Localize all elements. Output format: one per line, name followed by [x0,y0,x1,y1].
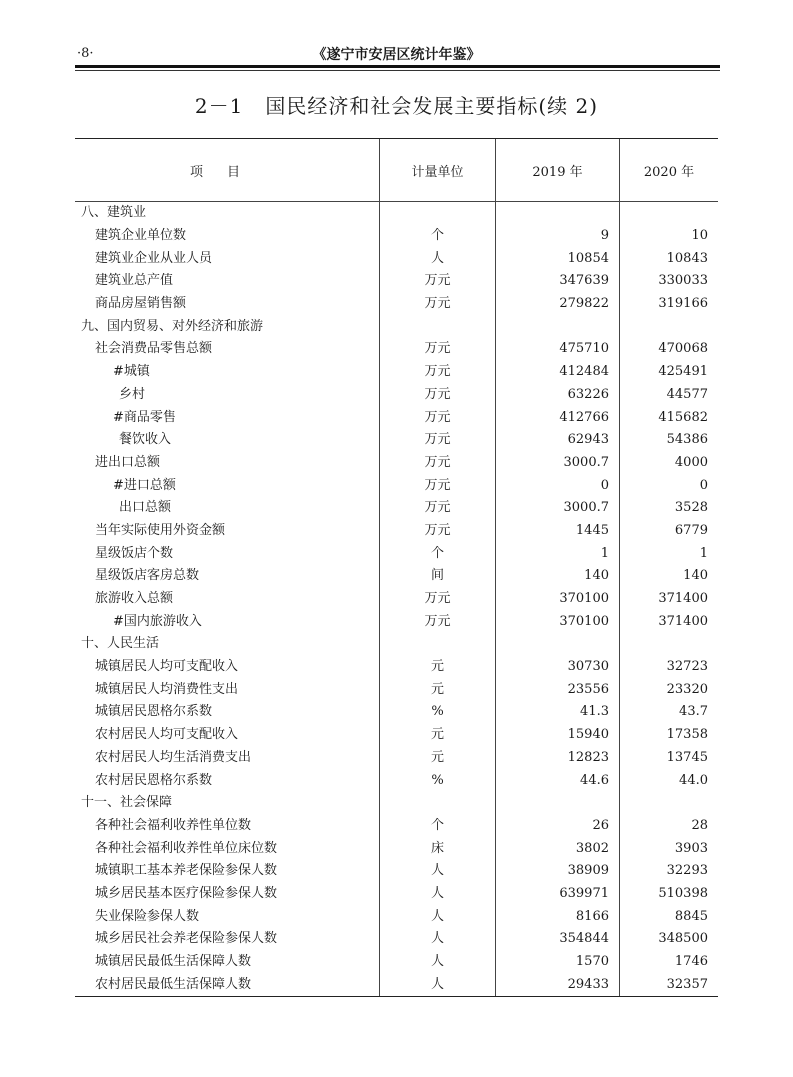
row-value-2020: 470068 [620,338,719,361]
row-unit: 万元 [380,361,496,384]
row-unit: 万元 [380,452,496,475]
column-header-2020: 2020 年 [620,139,719,202]
row-value-2020: 8845 [620,905,719,928]
row-value-2019 [496,792,620,815]
row-value-2020 [620,202,719,225]
table-row [75,520,718,543]
row-unit: 万元 [380,520,496,543]
row-label: 城乡居民基本医疗保险参保人数 [95,885,278,901]
row-label: 出口总额 [119,500,172,516]
row-unit [380,315,496,338]
row-value-2019: 354844 [496,928,620,951]
row-value-2020: 44577 [620,384,719,407]
row-value-2020: 425491 [620,361,719,384]
row-value-2020: 10843 [620,247,719,270]
table-number: 2－1 [194,94,244,118]
row-unit: 人 [380,883,496,906]
row-label: 九、国内贸易、对外经济和旅游 [81,318,264,334]
row-unit: 间 [380,565,496,588]
row-label: 八、建筑业 [81,205,147,221]
table-row [75,815,718,838]
column-header-unit: 计量单位 [380,139,496,202]
row-unit: 床 [380,837,496,860]
row-unit: 万元 [380,406,496,429]
table-row [75,588,718,611]
row-value-2019: 30730 [496,656,620,679]
row-label: 当年实际使用外资金额 [95,522,226,538]
section-header-row [75,315,718,338]
row-value-2020: 13745 [620,747,719,770]
table-row [75,951,718,974]
row-label: 农村居民恩格尔系数 [95,772,213,788]
table-row [75,474,718,497]
row-label: 进出口总额 [95,454,161,470]
row-value-2020: 319166 [620,293,719,316]
row-label: #国内旅游收入 [113,613,202,629]
row-unit: 万元 [380,338,496,361]
row-value-2019: 44.6 [496,769,620,792]
row-label: 星级饭店个数 [95,545,174,561]
table-title-text: 国民经济和社会发展主要指标(续 2) [265,94,599,118]
row-label: 建筑业总产值 [95,273,174,289]
row-value-2019: 12823 [496,747,620,770]
row-unit: 人 [380,860,496,883]
row-label: 农村居民人均生活消费支出 [95,749,252,765]
table-row [75,905,718,928]
row-value-2020: 1746 [620,951,719,974]
row-value-2019: 279822 [496,293,620,316]
row-value-2019: 475710 [496,338,620,361]
row-unit: 万元 [380,293,496,316]
row-value-2020: 32293 [620,860,719,883]
row-value-2020: 54386 [620,429,719,452]
row-unit [380,792,496,815]
section-header-row [75,792,718,815]
row-value-2020: 510398 [620,883,719,906]
row-value-2019 [496,633,620,656]
row-value-2020 [620,315,719,338]
row-label: 城镇职工基本养老保险参保人数 [95,863,278,879]
row-value-2020: 6779 [620,520,719,543]
table-row [75,293,718,316]
row-label: #商品零售 [113,409,176,425]
row-value-2019: 9 [496,225,620,248]
row-label: 城乡居民社会养老保险参保人数 [95,931,278,947]
row-value-2019: 41.3 [496,701,620,724]
row-unit: % [380,701,496,724]
table-row [75,452,718,475]
row-unit: 元 [380,656,496,679]
row-value-2020: 348500 [620,928,719,951]
row-value-2019: 412484 [496,361,620,384]
column-header-item: 项目 [75,139,380,202]
row-value-2019: 3000.7 [496,497,620,520]
row-value-2019: 38909 [496,860,620,883]
header-rule-thick [75,65,720,68]
row-label: 农村居民最低生活保障人数 [75,973,380,996]
row-unit: 元 [380,724,496,747]
row-unit: 人 [380,928,496,951]
row-value-2019: 29433 [496,973,620,996]
row-value-2019: 347639 [496,270,620,293]
table-row [75,701,718,724]
row-value-2019: 26 [496,815,620,838]
row-value-2020: 371400 [620,588,719,611]
row-unit: 个 [380,225,496,248]
indicators-table [75,138,718,997]
row-value-2019: 1570 [496,951,620,974]
row-value-2019: 63226 [496,384,620,407]
row-value-2020: 32723 [620,656,719,679]
table-row [75,973,718,996]
row-label: 城镇居民人均消费性支出 [95,681,239,697]
table-row [75,247,718,270]
row-value-2020: 17358 [620,724,719,747]
row-value-2019: 3000.7 [496,452,620,475]
row-value-2020: 28 [620,815,719,838]
row-unit: 万元 [380,384,496,407]
row-value-2020: 0 [620,474,719,497]
row-value-2020: 10 [620,225,719,248]
row-unit: 个 [380,815,496,838]
row-unit: 元 [380,678,496,701]
row-value-2019: 1 [496,542,620,565]
page-number: ·8· [77,46,94,61]
table-header-row [75,139,718,202]
section-header-row [75,633,718,656]
row-unit: 人 [380,905,496,928]
table-row [75,656,718,679]
row-value-2019: 23556 [496,678,620,701]
row-label: 十一、社会保障 [81,795,173,811]
row-value-2019: 1445 [496,520,620,543]
table-row [75,883,718,906]
row-value-2019: 639971 [496,883,620,906]
table-row [75,542,718,565]
row-value-2020: 140 [620,565,719,588]
row-unit [380,633,496,656]
table-row [75,769,718,792]
table-row [75,497,718,520]
table-row [75,406,718,429]
row-label: 城镇居民人均可支配收入 [95,659,239,675]
row-label: 建筑企业单位数 [95,228,187,244]
row-label: 旅游收入总额 [95,591,174,607]
table-title [0,90,793,119]
row-value-2019: 140 [496,565,620,588]
row-value-2020: 3528 [620,497,719,520]
row-unit: 万元 [380,610,496,633]
row-value-2019: 10854 [496,247,620,270]
row-value-2020: 1 [620,542,719,565]
row-label: 各种社会福利收养性单位床位数 [95,840,278,856]
row-label: 城镇居民最低生活保障人数 [95,954,252,970]
table-row [75,384,718,407]
running-title: 《遂宁市安居区统计年鉴》 [312,47,481,63]
row-label: 乡村 [119,386,146,402]
row-label: 餐饮收入 [119,432,172,448]
row-value-2020: 330033 [620,270,719,293]
row-value-2019 [496,202,620,225]
row-unit: 万元 [380,474,496,497]
row-label: 城镇居民恩格尔系数 [95,704,213,720]
row-value-2020: 371400 [620,610,719,633]
row-value-2019: 15940 [496,724,620,747]
table-row [75,361,718,384]
row-unit: 人 [380,247,496,270]
row-value-2019: 370100 [496,610,620,633]
row-label: 农村居民人均可支配收入 [95,727,239,743]
row-label: 社会消费品零售总额 [95,341,213,357]
row-label: #进口总额 [113,477,176,493]
column-header-2019: 2019 年 [496,139,620,202]
row-unit: 人 [380,973,496,996]
table-row [75,225,718,248]
section-header-row [75,202,718,225]
table-row [75,565,718,588]
table-row [75,837,718,860]
row-value-2019 [496,315,620,338]
header-rule-thin [75,70,720,71]
row-label: 十、人民生活 [81,636,160,652]
row-value-2020: 4000 [620,452,719,475]
row-value-2020: 23320 [620,678,719,701]
row-value-2019: 370100 [496,588,620,611]
row-value-2020 [620,792,719,815]
row-value-2019: 8166 [496,905,620,928]
row-value-2019: 3802 [496,837,620,860]
row-unit: % [380,769,496,792]
table-row [75,429,718,452]
row-value-2020: 415682 [620,406,719,429]
row-label: 商品房屋销售额 [95,296,187,312]
row-unit: 个 [380,542,496,565]
row-label: 各种社会福利收养性单位数 [95,817,252,833]
table-row [75,610,718,633]
row-value-2020: 43.7 [620,701,719,724]
row-unit: 万元 [380,270,496,293]
row-value-2019: 62943 [496,429,620,452]
row-label: 失业保险参保人数 [95,908,200,924]
table-row [75,724,718,747]
row-value-2020 [620,633,719,656]
row-unit: 万元 [380,497,496,520]
table-row [75,270,718,293]
table-row [75,928,718,951]
row-value-2019: 0 [496,474,620,497]
row-value-2019: 412766 [496,406,620,429]
table-row [75,678,718,701]
row-unit: 元 [380,747,496,770]
row-unit [380,202,496,225]
row-unit: 万元 [380,429,496,452]
table-row [75,338,718,361]
row-unit: 万元 [380,588,496,611]
table-row [75,860,718,883]
row-value-2020: 32357 [620,973,719,996]
row-value-2020: 3903 [620,837,719,860]
row-unit: 人 [380,951,496,974]
row-label: 星级饭店客房总数 [95,568,200,584]
row-value-2020: 44.0 [620,769,719,792]
table-row [75,747,718,770]
row-label: #城镇 [113,364,150,380]
row-label: 建筑业企业从业人员 [95,250,213,266]
